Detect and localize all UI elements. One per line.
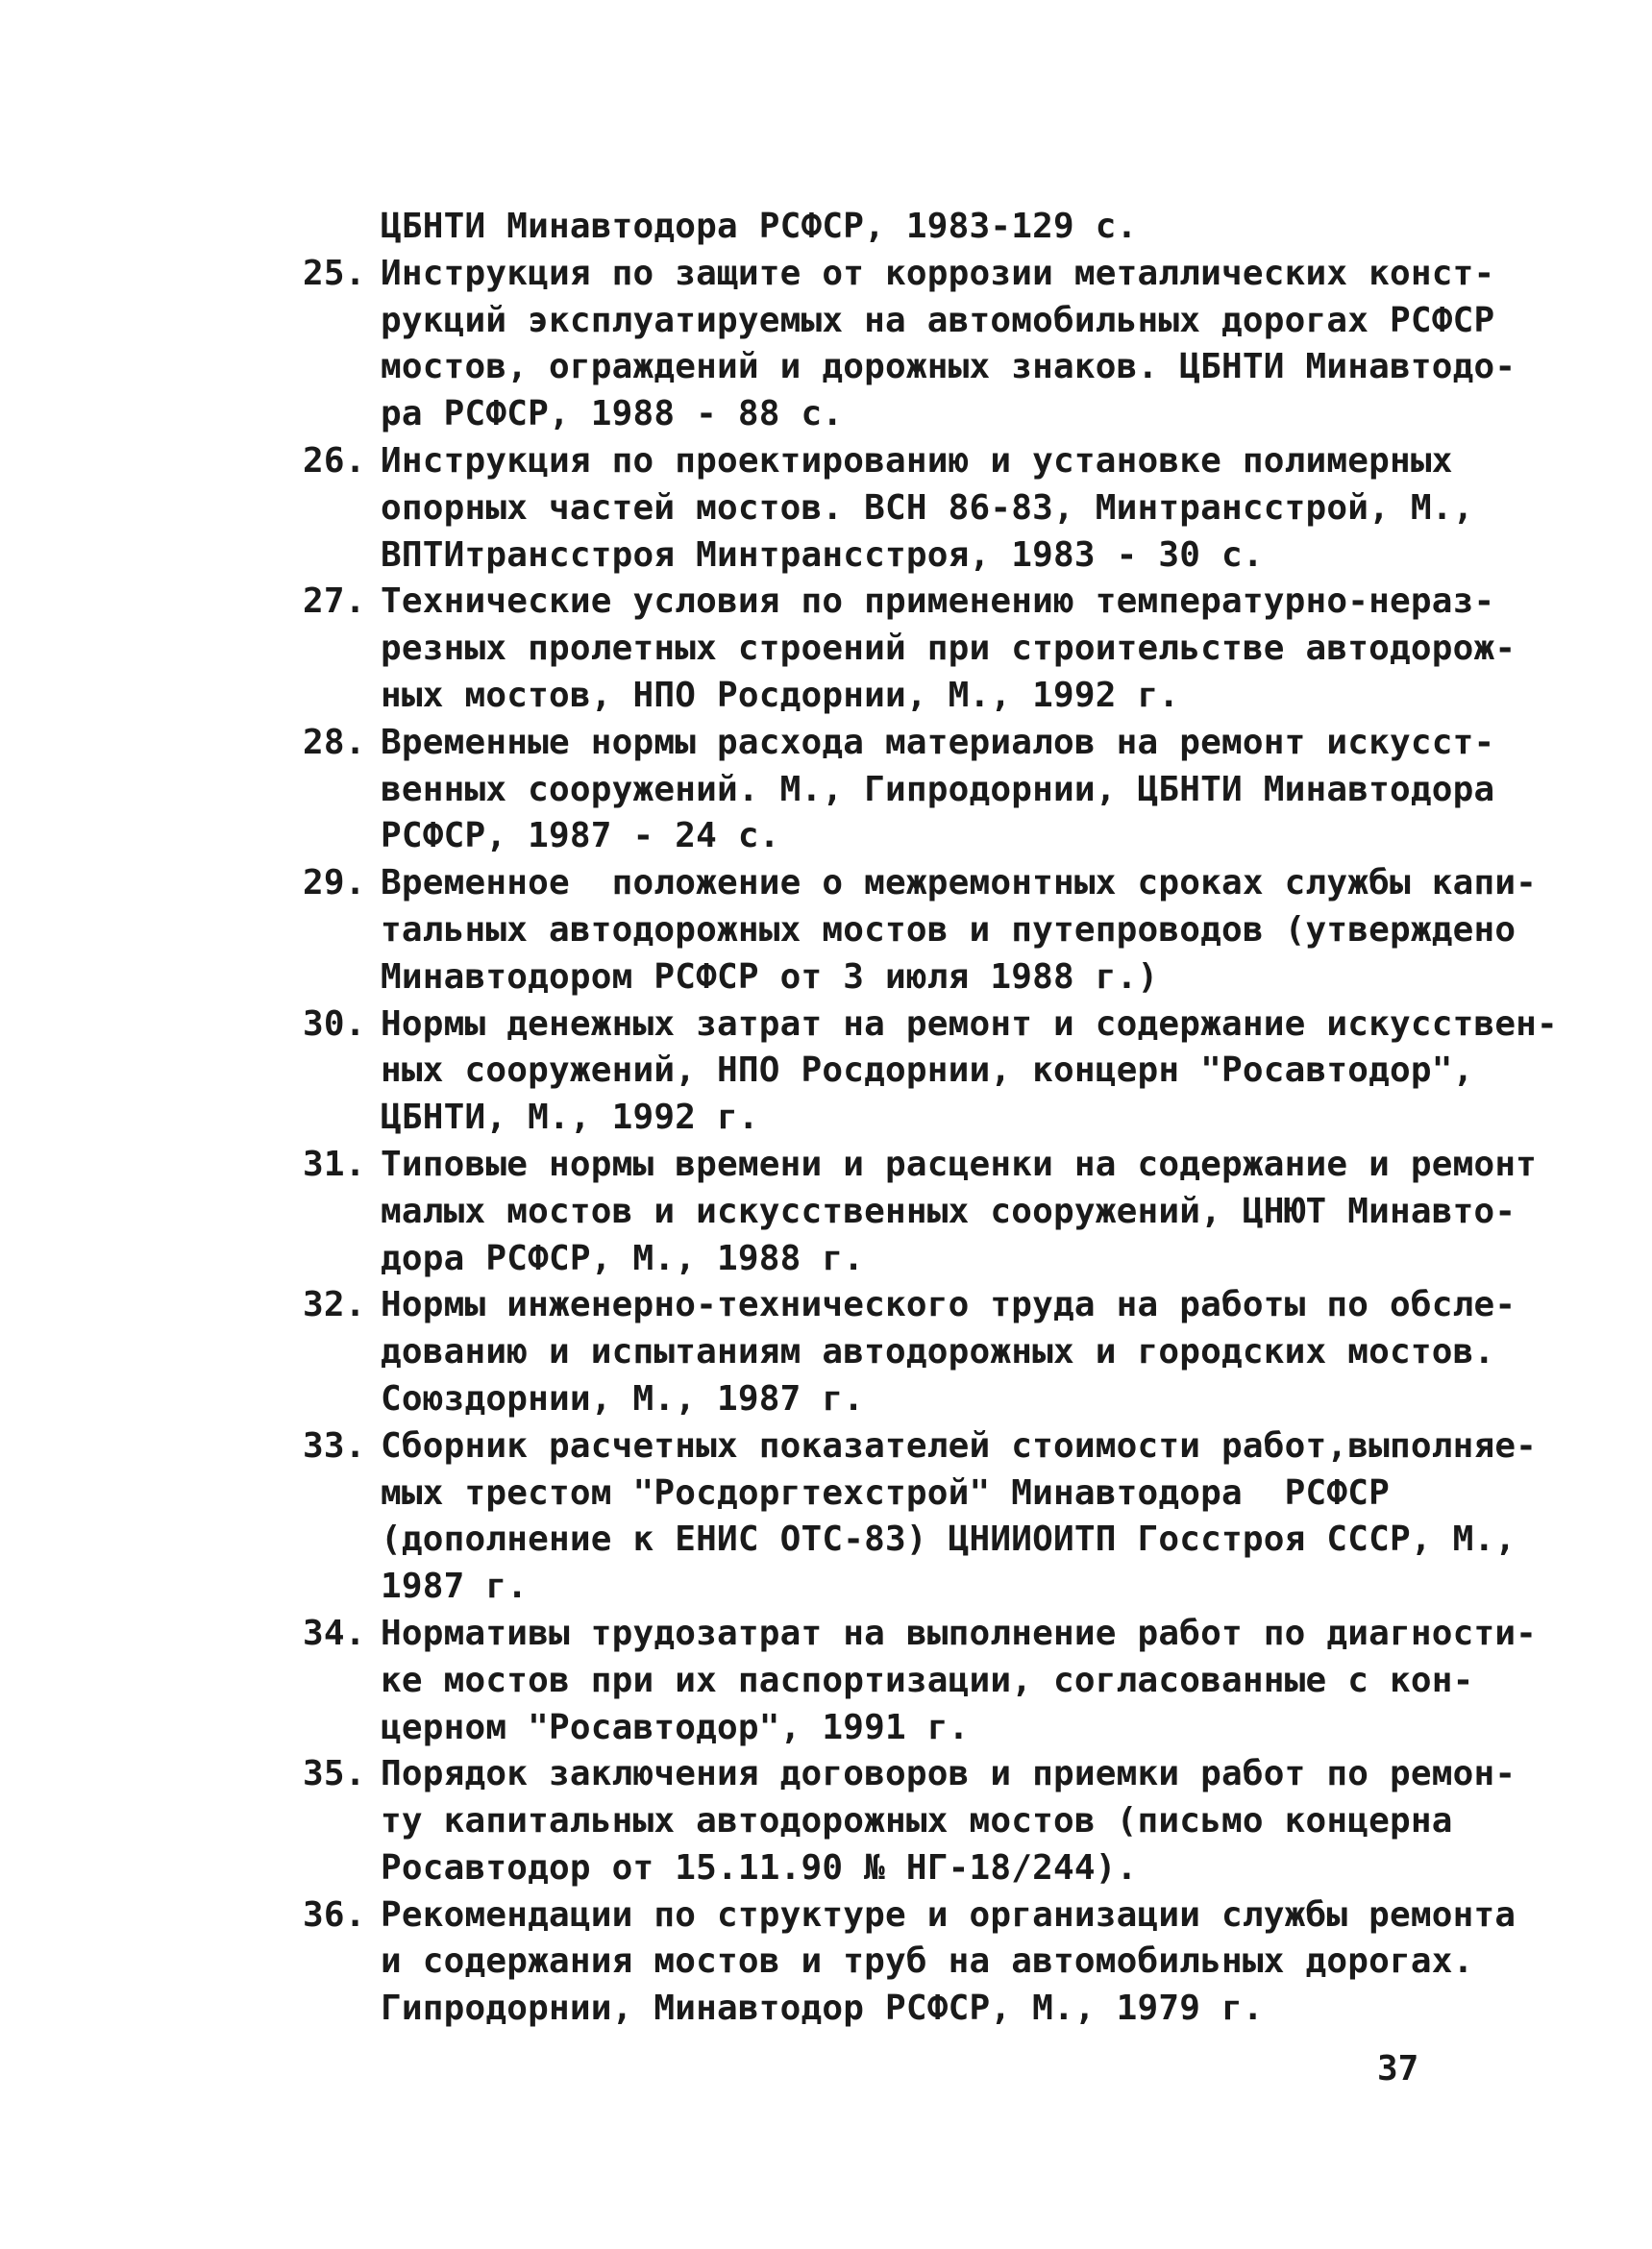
reference-entry-33 bbox=[303, 1423, 1538, 1611]
entry-line: ЦБНТИ, М., 1992 г. bbox=[381, 1098, 759, 1138]
entry-number: 33. bbox=[303, 1425, 366, 1466]
entry-line: РСФСР, 1987 - 24 с. bbox=[381, 816, 780, 856]
entry-line: малых мостов и искусственных сооружений, ЦНЮТ Минавто- bbox=[381, 1191, 1516, 1231]
entry-line: Инструкция по проектированию и установке полимерных bbox=[381, 440, 1453, 481]
entry-line: Инструкция по защите от коррозии металлических конст- bbox=[381, 253, 1495, 293]
reference-entry-32 bbox=[303, 1282, 1516, 1422]
reference-entry-25 bbox=[303, 251, 1516, 438]
entry-line: ту капитальных автодорожных мостов (письмо концерна bbox=[381, 1801, 1453, 1841]
entry-number: 25. bbox=[303, 253, 366, 293]
reference-list bbox=[303, 204, 1558, 2033]
page-number: 37 bbox=[1377, 2049, 1419, 2088]
entry-line: опорных частей мостов. ВСН 86-83, Минтрансстрой, М., bbox=[381, 487, 1474, 528]
entry-line: Союздорнии, М., 1987 г. bbox=[381, 1378, 865, 1419]
reference-entry-29 bbox=[303, 860, 1538, 1001]
entry-line: Минавтодором РСФСР от 3 июля 1988 г.) bbox=[381, 956, 1159, 997]
entry-line: рукций эксплуатируемых на автомобильных дорогах РСФСР bbox=[381, 300, 1495, 340]
entry-line: Типовые нормы времени и расценки на содержание и ремонт bbox=[381, 1144, 1538, 1184]
entry-line: тальных автодорожных мостов и путепроводов (утверждено bbox=[381, 909, 1516, 950]
entry-line: Сборник расчетных показателей стоимости работ,выполняе- bbox=[381, 1425, 1538, 1466]
entry-number: 29. bbox=[303, 863, 366, 903]
reference-entry-27 bbox=[303, 579, 1516, 719]
entry-number: 28. bbox=[303, 722, 366, 762]
entry-line: дора РСФСР, М., 1988 г. bbox=[381, 1238, 865, 1278]
entry-line: Нормы инженерно-технического труда на работы по обсле- bbox=[381, 1285, 1516, 1325]
entry-line: мостов, ограждений и дорожных знаков. ЦБНТИ Минавтодо- bbox=[381, 347, 1516, 387]
entry-line: венных сооружений. М., Гипродорнии, ЦБНТИ Минавтодора bbox=[381, 769, 1495, 809]
entry-number: 34. bbox=[303, 1613, 366, 1653]
entry-line: Временные нормы расхода материалов на ремонт искусст- bbox=[381, 722, 1495, 762]
entry-number: 27. bbox=[303, 581, 366, 622]
entry-number: 30. bbox=[303, 1003, 366, 1044]
entry-line: Росавтодор от 15.11.90 № НГ-18/244). bbox=[381, 1847, 1138, 1888]
entry-line: (дополнение к ЕНИС ОТС-83) ЦНИИОИТП Госстроя СССР, М., bbox=[381, 1520, 1516, 1560]
entry-line: ных мостов, НПО Росдорнии, М., 1992 г. bbox=[381, 675, 1180, 715]
reference-entry-30 bbox=[303, 1001, 1558, 1142]
entry-number: 36. bbox=[303, 1894, 366, 1935]
entry-line: Нормативы трудозатрат на выполнение работ по диагности- bbox=[381, 1613, 1538, 1653]
entry-line: Гипродорнии, Минавтодор РСФСР, М., 1979 г. bbox=[381, 1989, 1264, 2029]
reference-entry-34 bbox=[303, 1611, 1538, 1751]
entry-line: Временное положение о межремонтных сроках службы капи- bbox=[381, 863, 1538, 903]
entry-number: 31. bbox=[303, 1144, 366, 1184]
entry-line: церном "Росавтодор", 1991 г. bbox=[381, 1707, 970, 1747]
entry-line: ВПТИтрансстроя Минтрансстроя, 1983 - 30 с. bbox=[381, 534, 1264, 575]
entry-line: 1987 г. bbox=[381, 1567, 529, 1607]
reference-entry-31 bbox=[303, 1142, 1538, 1282]
entry-line: Порядок заключения договоров и приемки работ по ремон- bbox=[381, 1754, 1516, 1794]
reference-entry-36 bbox=[303, 1892, 1516, 2033]
entry-line: ке мостов при их паспортизации, согласованные с кон- bbox=[381, 1660, 1474, 1700]
reference-entry-28 bbox=[303, 720, 1495, 860]
entry-line: Рекомендации по структуре и организации службы ремонта bbox=[381, 1894, 1516, 1935]
entry-line: Технические условия по применению температурно-нераз- bbox=[381, 581, 1495, 622]
entry-number: 32. bbox=[303, 1285, 366, 1325]
entry-number: 26. bbox=[303, 440, 366, 481]
entry-line: резных пролетных строений при строительстве автодорож- bbox=[381, 629, 1516, 669]
entry-line: и содержания мостов и труб на автомобильных дорогах. bbox=[381, 1941, 1474, 1982]
entry-line: ных сооружений, НПО Росдорнии, концерн "Росавтодор", bbox=[381, 1050, 1474, 1091]
entry-number: 35. bbox=[303, 1754, 366, 1794]
entry-line: дованию и испытаниям автодорожных и городских мостов. bbox=[381, 1332, 1495, 1372]
reference-entry-35 bbox=[303, 1751, 1516, 1891]
continuation-line: ЦБНТИ Минавтодора РСФСР, 1983-129 с. bbox=[381, 207, 1138, 246]
entry-line: Нормы денежных затрат на ремонт и содержание искусствен- bbox=[381, 1003, 1558, 1044]
reference-entry-26 bbox=[303, 438, 1475, 579]
entry-line: мых трестом "Росдоргтехстрой" Минавтодора РСФСР bbox=[381, 1472, 1390, 1513]
entry-line: ра РСФСР, 1988 - 88 с. bbox=[381, 394, 844, 434]
